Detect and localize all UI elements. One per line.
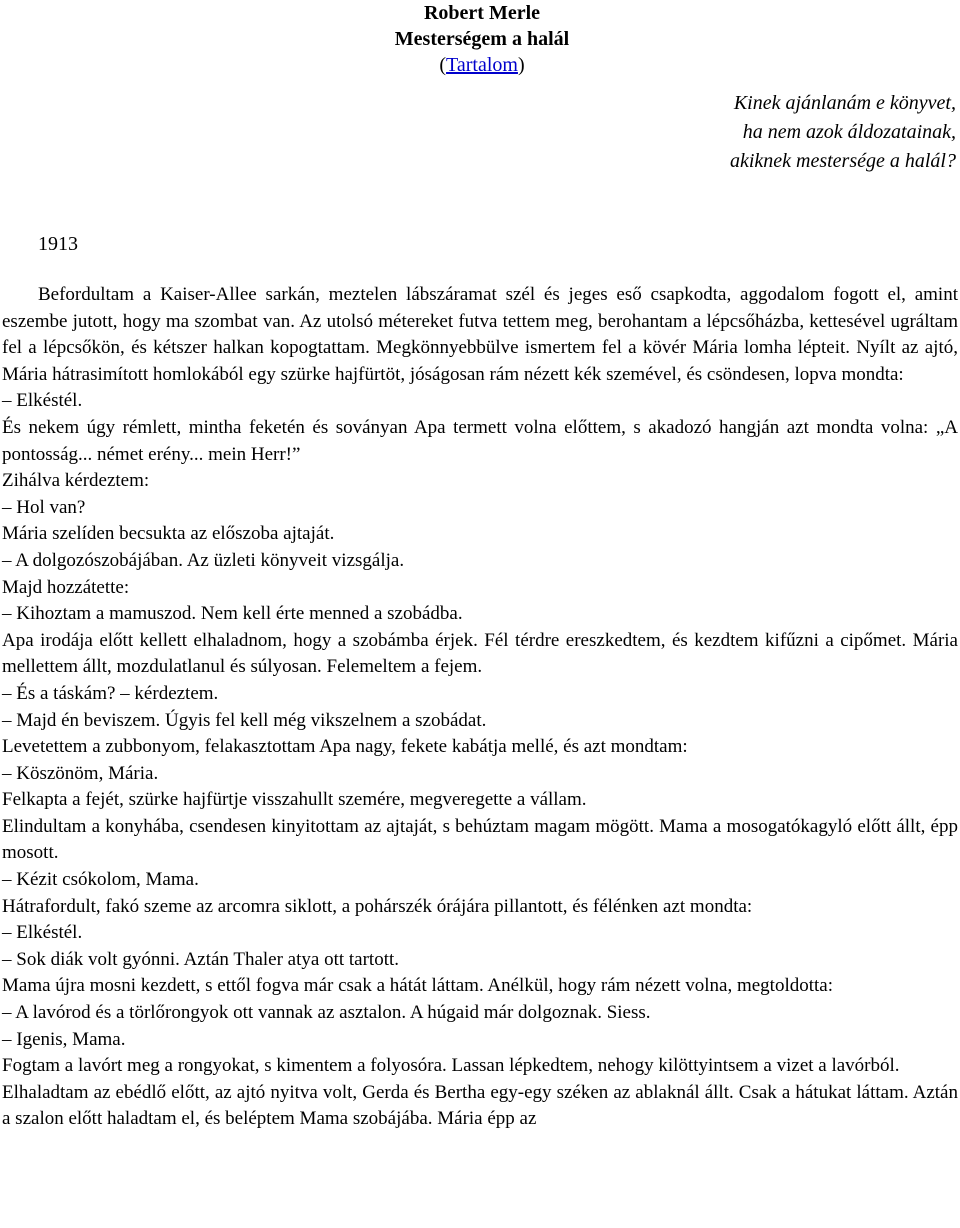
dialogue-line: – Elkéstél.: [2, 390, 83, 412]
paragraph: Zihálva kérdeztem:: [2, 470, 150, 492]
toc-open-paren: (: [439, 54, 447, 76]
paragraph: Apa irodája előtt kellett elhaladnom, hogy a szobámba érjek. Fél térdre ereszkedtem, és kezdtem kifűzni a cipőmet. Mária mellettem állt, mozdulatlanul és súlyosan. Felemeltem a fejem.: [2, 629, 958, 678]
dialogue-line: – Kézit csókolom, Mama.: [2, 869, 199, 891]
body-text: [2, 282, 958, 1133]
dialogue-line: – Elkéstél.: [2, 922, 83, 944]
epigraph: [2, 89, 958, 176]
paragraph: Majd hozzátette:: [2, 576, 130, 598]
dialogue-line: – Hol van?: [2, 496, 86, 518]
epigraph-line: Kinek ajánlanám e könyvet,: [733, 92, 956, 114]
paragraph: És nekem úgy rémlett, mintha feketén és soványan Apa termett volna előttem, s akadozó hangján azt mondta volna: „A pontosság... német erény... mein Herr!”: [2, 416, 958, 465]
toc-link[interactable]: Tartalom: [446, 54, 518, 76]
document-page: [2, 0, 958, 1133]
epigraph-line: akiknek mestersége a halál?: [729, 150, 956, 172]
paragraph: Fogtam a lavórt meg a rongyokat, s kimentem a folyosóra. Lassan lépkedtem, nehogy kilöttyintsem a vizet a lavórból.: [2, 1055, 900, 1077]
paragraph: Elhaladtam az ebédlő előtt, az ajtó nyitva volt, Gerda és Bertha egy-egy széken az ablaknál állt. Csak a hátukat láttam. Aztán a szalon előtt haladtam el, és beléptem Mama szobájába. Mária épp az: [2, 1081, 958, 1130]
chapter-year: 1913: [38, 233, 78, 255]
book-title: Mesterségem a halál: [394, 28, 570, 50]
toc-line: [2, 52, 960, 78]
epigraph-line: ha nem azok áldozatainak,: [742, 121, 956, 143]
dialogue-line: – Köszönöm, Mária.: [2, 762, 159, 784]
dialogue-line: – Kihoztam a mamuszod. Nem kell érte menned a szobádba.: [2, 603, 463, 625]
dialogue-line: – És a táskám? – kérdeztem.: [2, 682, 219, 704]
book-header: [2, 0, 960, 52]
paragraph: Befordultam a Kaiser-Allee sarkán, meztelen lábszáramat szél és jeges eső csapkodta, aggodalom fogott el, amint eszembe jutott, hogy ma szombat van. Az utolsó métereket futva tettem meg, berohantam a lépcsőházba, kettesével ugráltam fel a lépcsőkön, és kétszer halkan kopogtattam. Megkönnyebbülve ismertem fel a kövér Mária lomha lépteit. Nyílt az ajtó, Mária hátrasimított homlokából egy szürke hajfürtöt, jóságosan rám nézett kék szemével, és csöndesen, lopva mondta:: [2, 284, 958, 385]
dialogue-line: – A dolgozószobájában. Az üzleti könyveit vizsgálja.: [2, 549, 405, 571]
paragraph: Felkapta a fejét, szürke hajfürtje visszahullt szemére, megveregette a vállam.: [2, 789, 587, 811]
dialogue-line: – A lavórod és a törlőrongyok ott vannak az asztalon. A húgaid már dolgoznak. Siess.: [2, 1002, 651, 1024]
paragraph: Mária szelíden becsukta az előszoba ajtaját.: [2, 523, 335, 545]
paragraph: Hátrafordult, fakó szeme az arcomra siklott, a pohárszék órájára pillantott, és félénken azt mondta:: [2, 895, 753, 917]
dialogue-line: – Igenis, Mama.: [2, 1028, 126, 1050]
dialogue-line: – Majd én beviszem. Úgyis fel kell még vikszelnem a szobádat.: [2, 709, 487, 731]
toc-close-paren: ): [517, 54, 525, 76]
paragraph: Elindultam a konyhába, csendesen kinyitottam az ajtaját, s behúztam magam mögött. Mama a mosogatókagyló előtt állt, épp mosott.: [2, 815, 958, 864]
paragraph: Mama újra mosni kezdett, s ettől fogva már csak a hátát láttam. Anélkül, hogy rám nézett volna, megtoldotta:: [2, 975, 834, 997]
paragraph: Levetettem a zubbonyom, felakasztottam Apa nagy, fekete kabátja mellé, és azt mondtam:: [2, 736, 688, 758]
dialogue-line: – Sok diák volt gyónni. Aztán Thaler atya ott tartott.: [2, 948, 399, 970]
author-name: Robert Merle: [423, 2, 541, 24]
